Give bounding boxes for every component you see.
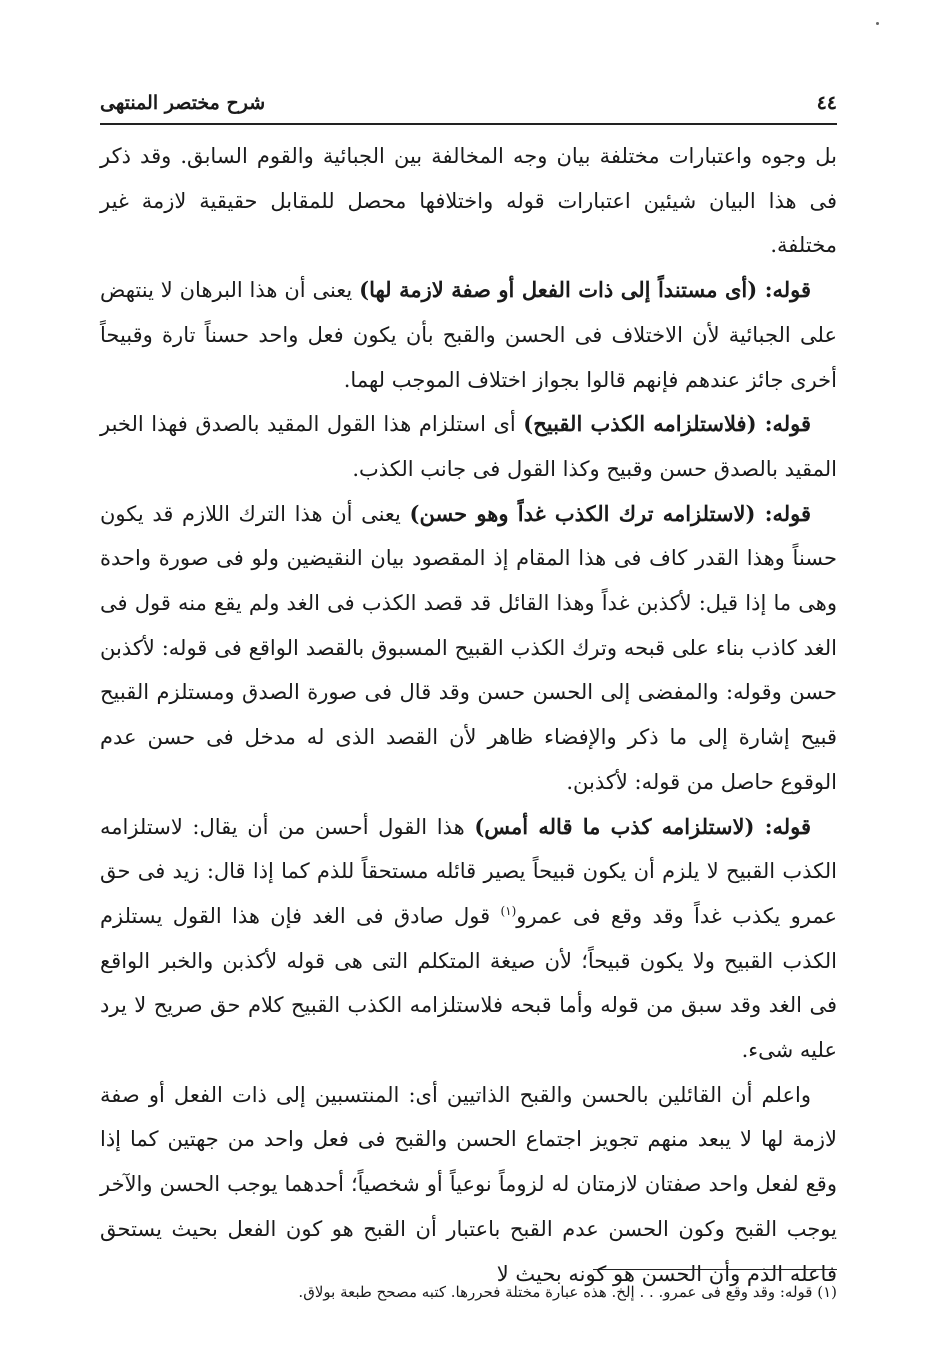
paragraph-5 (100, 805, 837, 1073)
paragraph-text: قول صادق فى الغد فإن هذا القول يستلزم الكذب القبيح ولا يكون قبيحاً؛ لأن صيغة المتكلم التى هى قوله لأكذبن والخبر الواقع فى الغد وقد سبق من قوله وأما قبحه فلاستلزامه الكذب القبيح كلام حق صريح لا يرد عليه شىء. (100, 903, 837, 1063)
paragraph-text: بل وجوه واعتبارات مختلفة بيان وجه المخالفة بين الجبائية والقوم السابق. وقد ذكر فى هذا البيان شيئين اعتبارات قوله واختلافها محصل للمقابل حقيقية لازمة غير مختلفة. (100, 144, 837, 258)
header-rule (100, 123, 837, 125)
running-title: شرح مختصر المنتهى (100, 92, 266, 114)
paragraph-lead: قوله: (أى مستنداً إلى ذات الفعل أو صفة لازمة لها) (359, 277, 811, 303)
paragraph-2 (100, 268, 837, 402)
paragraph-text: هذا القول أحسن من أن يقال: لاستلزامه الكذب القبيح لا يلزم أن يكون قبيحاً يصير قائله مستحقاً للذم كما إذا قال: زيد فى حق عمرو يكذب غداً وقد وقع فى عمرو (100, 814, 837, 928)
paragraph-text: أى استلزام هذا القول المقيد بالصدق فهذا الخبر المقيد بالصدق حسن وقبيح وكذا القول فى جانب الكذب. (100, 412, 837, 481)
paragraph-6 (100, 1073, 837, 1297)
paragraph-text: يعنى أن هذا الترك اللازم قد يكون حسناً وهذا القدر كاف فى هذا المقام إذ المقصود بيان النقيضين ولو فى صورة واحدة وهى ما إذا قيل: لأكذبن غداً وهذا القائل قد قصد الكذب فى الغد ولم يقع منه قول فى الغد كاذب بناء على قبحه وترك الكذب القبيح المسبوق بالقصد الواقع فى قوله: لأكذبن حسن وقوله: والمفضى إلى الحسن حسن وقد قال فى صورة الصدق ومستلزم القبيح قبيح إشارة إلى ما ذكر والإفضاء ظاهر لأن القصد الذى له مدخل فى حسن عدم الوقوع حاصل من قوله: لأكذبن. (100, 501, 837, 794)
paragraph-lead: قوله: (فلاستلزامه الكذب القبيح) (523, 411, 811, 437)
paragraph-1 (100, 134, 837, 268)
paragraph-3 (100, 402, 837, 491)
footnote-rule (593, 1269, 837, 1270)
footnote-reference: (١) (500, 903, 517, 918)
paragraph-text: يعنى أن هذا البرهان لا ينتهض على الجبائية لأن الاختلاف فى الحسن والقبح بأن يكون فعل واحد حسناً تارة وقبيحاً أخرى جائز عندهم فإنهم قالوا بجواز اختلاف الموجب لهما. (100, 278, 837, 392)
paragraph-text: واعلم أن القائلين بالحسن والقبح الذاتيين أى: المنتسبين إلى ذات الفعل أو صفة لازمة لها لا يبعد منهم تجويز اجتماع الحسن والقبح فى فعل واحد من جهتين كما إذا وقع لفعل واحد صفتان لازمتان له لزوماً نوعياً أو شخصياً؛ أحدهما يوجب الحسن والآخر يوجب القبح وكون الحسن عدم القبح باعتبار أن القبح هو كون الفعل بحيث يستحق فاعله الذم وأن الحسن هو كونه بحيث لا (100, 1082, 837, 1286)
paragraph-lead: قوله: (لاستلزامه كذب ما قاله أمس) (474, 813, 812, 839)
footnote-text: (١) قوله: وقد وقع فى عمرو. . . إلخ. هذه عبارة مختلة فحررها. كتبه مصحح طبعة بولاق. (298, 1283, 837, 1301)
paragraph-4 (100, 492, 837, 805)
footnote (100, 1280, 837, 1304)
paragraph-lead: قوله: (لاستلزامه ترك الكذب غداً وهو حسن) (409, 500, 811, 526)
page-header (100, 86, 837, 120)
page-number: ٤٤ (816, 92, 837, 114)
body-text (100, 134, 837, 1296)
scan-speck (876, 22, 879, 25)
